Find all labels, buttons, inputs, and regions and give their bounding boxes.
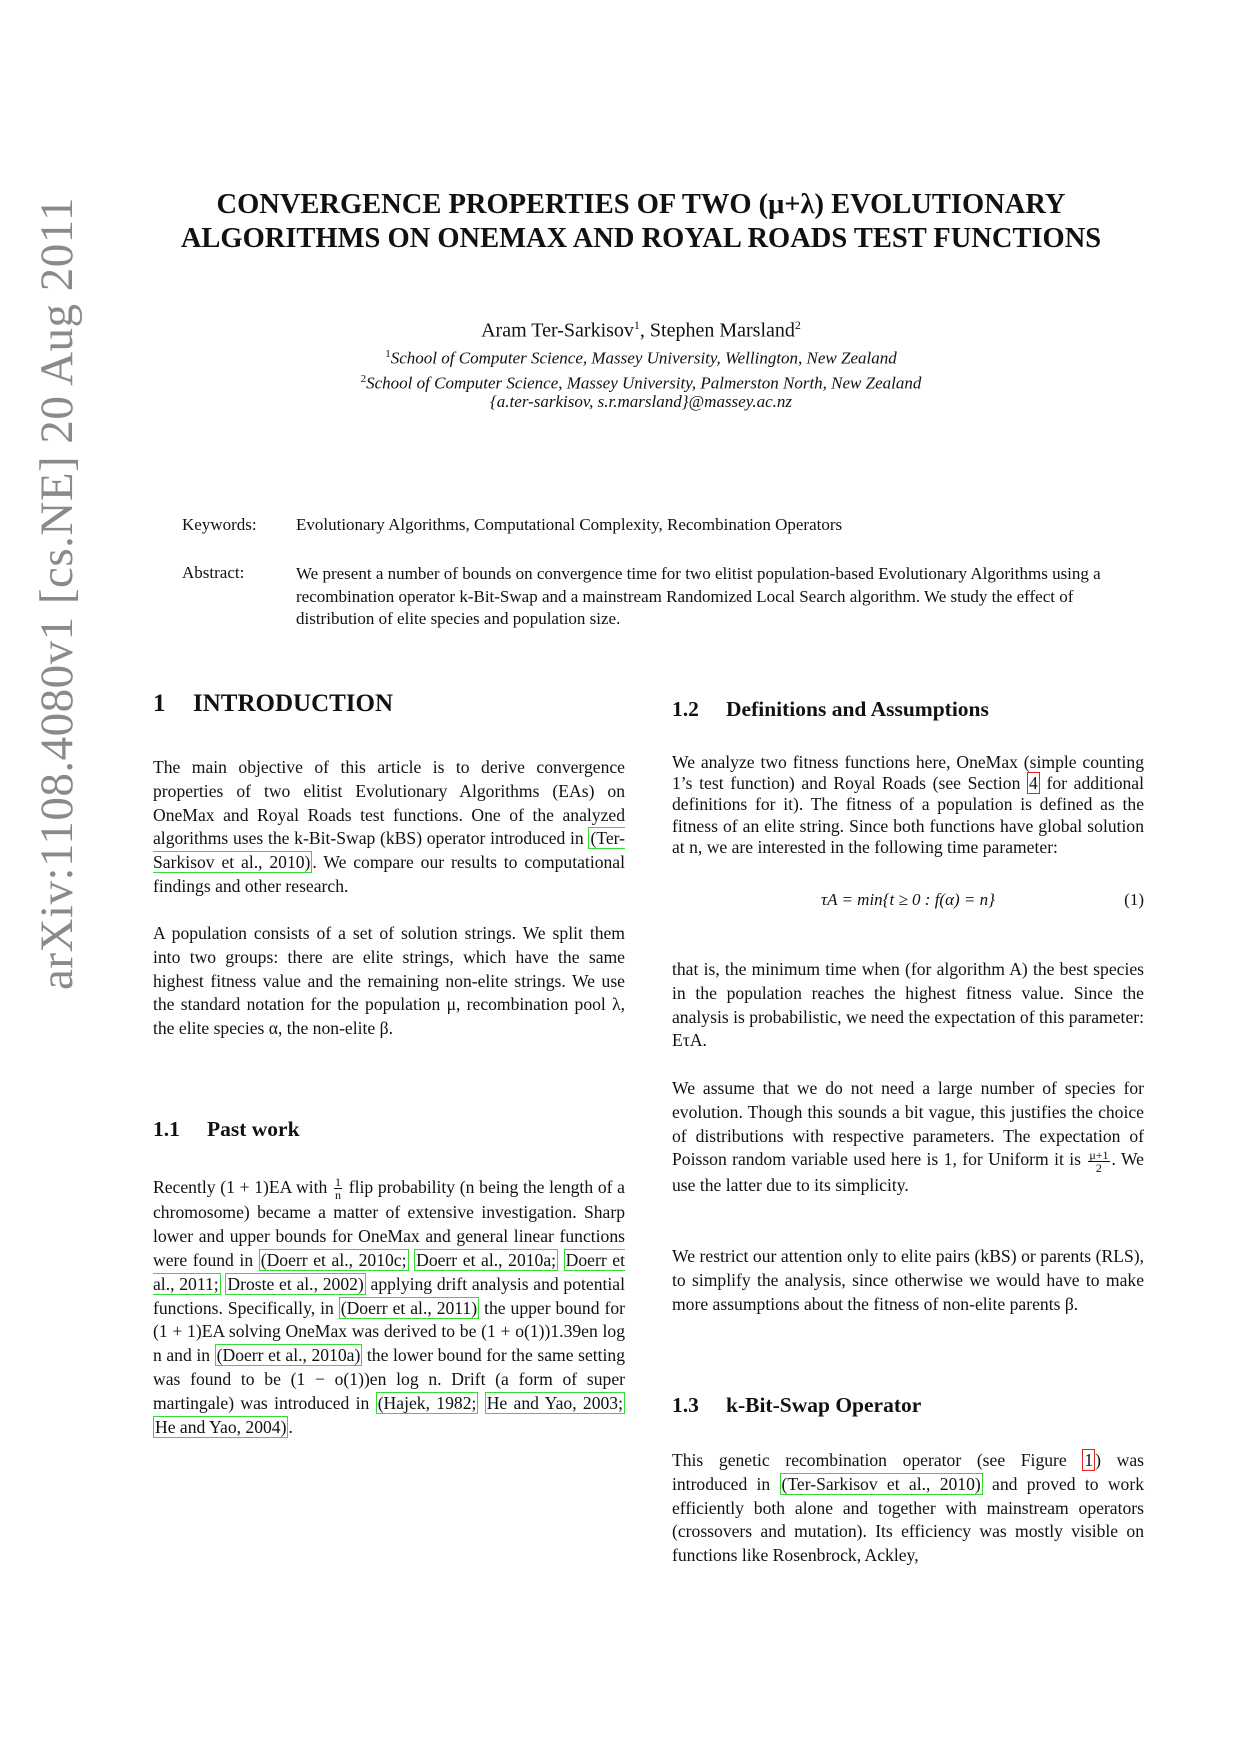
definitions-paragraph-1: We analyze two fitness functions here, OneMax (simple counting 1’s test function) and Royal Roads (see Section 4 for additional definitions for it). The fitness of a population is defined as the fitness of an elite string. Since both functions have global solution at n, we are interested in the following time parameter: — [672, 752, 1144, 857]
section-reference-link[interactable]: 4 — [1029, 773, 1038, 794]
definitions-paragraph-3: We assume that we do not need a large number of species for evolution. Though this sounds a bit vague, this justifies the choice of distributions with respective parameters. The expectation of Poisson random variable used here is 1, for Uniform it is $\frac{\mu+1}{2}$ . We use the latter due to its simplicity. — [672, 1078, 1144, 1195]
keywords-text: Evolutionary Algorithms, Computational Complexity, Recombination Operators — [296, 515, 843, 534]
affiliation-2: $^2$School of Computer Science, Massey University, Palmerston North, New Zealand — [360, 373, 922, 393]
title-line-1: CONVERGENCE PROPERTIES OF TWO (μ+λ) EVOLUTIONARY — [216, 189, 1066, 220]
author-list: Aram Ter-Sarkisov$^1$, Stephen Marsland$^2$ — [481, 318, 801, 342]
abstract-label: Abstract: — [182, 563, 245, 582]
citation-link[interactable]: (Ter-Sarkisov et al., 2010) — [781, 1473, 981, 1494]
citation-link[interactable]: (Doerr et al., 2011) — [340, 1297, 478, 1318]
title-line-2: ALGORITHMS ON ONEMAX AND ROYAL ROADS TEST FUNCTIONS — [180, 223, 1102, 254]
intro-paragraph-2: A population consists of a set of solution strings. We split them into two groups: there are elite strings, which have the same highest fitness value and the remaining non-elite strings. We use the standard notation for the population μ, recombination pool λ, the elite species α, the non-elite β. — [153, 923, 625, 1039]
fraction-mu-plus-one-over-two: $\frac{\mu+1}{2}$ — [1089, 1147, 1109, 1175]
intro-paragraph-1: The main objective of this article is to derive convergence properties of two elitist Evolutionary Algorithms (EAs) on OneMax and Royal Roads test functions. One of the analyzed algorithms uses the k-Bit-Swap (kBS) operator introduced in (Ter-Sarkisov et al., 2010) . We compare our results to computational findings and other research. — [153, 757, 625, 896]
equation-1-number: (1) — [1124, 890, 1144, 909]
citation-link[interactable]: (Doerr et al., 2010a) — [216, 1345, 361, 1366]
section-1-1-heading: 1.1 Past work — [153, 1117, 300, 1141]
citation-link[interactable]: (Doerr et al., 2010c; — [260, 1250, 407, 1271]
citation-link[interactable]: (Hajek, 1982; — [377, 1392, 477, 1413]
fraction-one-over-n: $\frac{1}{n}$ — [335, 1175, 342, 1203]
citation-link[interactable]: Doerr et al., 2010a; — [416, 1250, 557, 1271]
author-emails: {a.ter-sarkisov, s.r.marsland}@massey.ac.nz — [490, 392, 792, 411]
paper-title — [140, 188, 1142, 256]
citation-link[interactable]: Doerr et al., 2011; — [153, 1250, 625, 1294]
definitions-paragraph-2: that is, the minimum time when (for algorithm A) the best species in the population reaches the highest fitness value. Since the analysis is probabilistic, we need the expectation of this parameter: EτA. — [672, 959, 1144, 1051]
section-1-heading: 1 INTRODUCTION — [153, 690, 394, 717]
section-1-3-heading: 1.3 k-Bit-Swap Operator — [672, 1393, 922, 1417]
citation-link[interactable]: (Ter-Sarkisov et al., 2010) — [153, 828, 625, 873]
abstract-text: We present a number of bounds on convergence time for two elitist population-based Evolutionary Algorithms using a recombination operator k-Bit-Swap and a mainstream Randomized Local Search algorithm. We study the effect of distribution of elite species and population size. — [296, 564, 1101, 628]
author-1: Aram Ter-Sarkisov — [481, 319, 634, 342]
section-1-2-heading: 1.2 Definitions and Assumptions — [672, 697, 989, 721]
citation-link[interactable]: He and Yao, 2003; — [486, 1392, 623, 1413]
keywords-label: Keywords: — [182, 515, 257, 534]
citation-link[interactable]: Droste et al., 2002) — [227, 1273, 364, 1294]
definitions-paragraph-4: We restrict our attention only to elite pairs (kBS) or parents (RLS), to simplify the analysis, since otherwise we would have to make more assumptions about the fitness of non-elite parents β. — [672, 1246, 1144, 1314]
equation-1-body: τA = min{t ≥ 0 : f(α) = n} — [821, 890, 995, 909]
affiliation-1: $^1$School of Computer Science, Massey University, Wellington, New Zealand — [385, 348, 897, 368]
author-2: Stephen Marsland — [649, 319, 795, 342]
arxiv-sidebar-stamp: arXiv:1108.4080v1 [cs.NE] 20 Aug 2011 — [31, 196, 83, 990]
past-work-paragraph: Recently (1 + 1)EA with $\frac{1}{n}$ flip probability (n being the length of a chromosome) became a matter of extensive investigation. Sharp lower and upper bounds for OneMax and general linear functions were found in (Doerr et al., 2010c; Doerr et al., 2010a; Doerr et al., 2011; Droste et al., 2002) applying drift analysis and potential functions. Specifically, in (Doerr et al., 2011) the upper bound for (1 + 1)EA solving OneMax was derived to be (1 + o(1))1.39en log n and in (Doerr et al., 2010a) the lower bound for the same setting was found to be (1 − o(1))en log n. Drift (a form of super martingale) was introduced in (Hajek, 1982; He and Yao, 2003; He and Yao, 2004) . — [153, 1175, 626, 1437]
citation-link[interactable]: He and Yao, 2004) — [155, 1416, 287, 1437]
kbs-operator-paragraph: This genetic recombination operator (see Figure 1 ) was introduced in (Ter-Sarkisov et al., 2010) and proved to work efficiently both alone and together with mainstream operators (crossovers and mutation). Its efficiency was mostly visible on functions like Rosenbrock, Ackley, — [672, 1450, 1145, 1566]
figure-reference-link[interactable]: 1 — [1084, 1450, 1094, 1470]
